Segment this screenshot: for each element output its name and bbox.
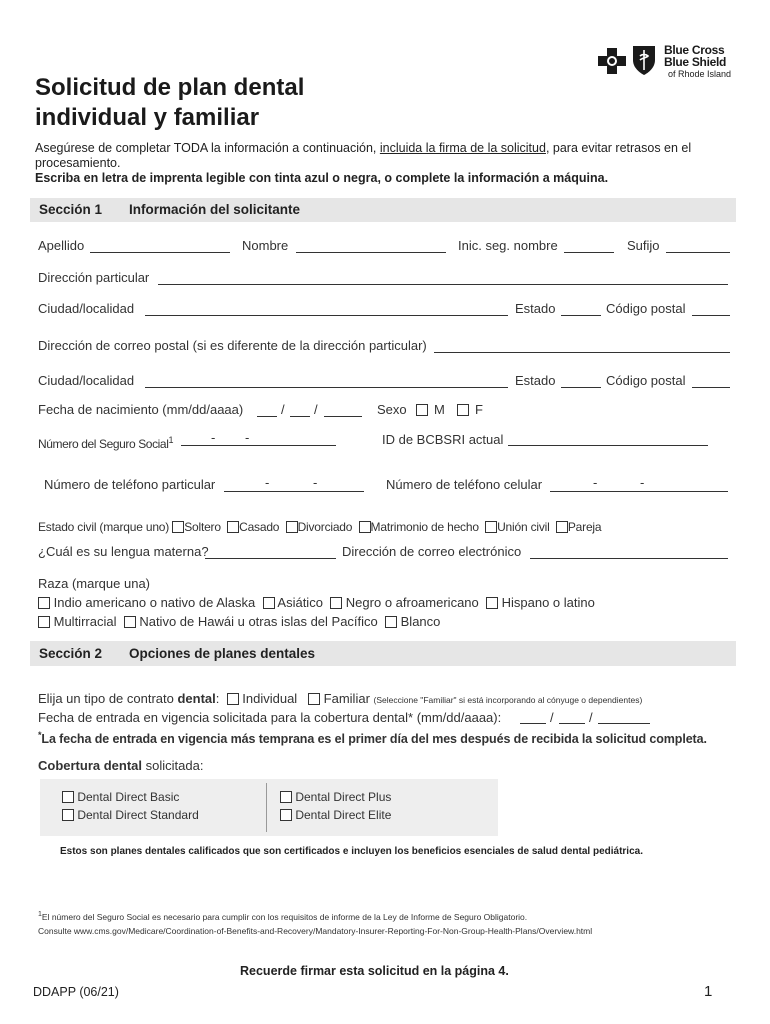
estado-label: Estado (515, 301, 556, 316)
estado2-label: Estado (515, 373, 556, 388)
tel-cel-field[interactable] (550, 491, 728, 492)
familiar-note: (Seleccione "Familiar" si está incorporando al cónyuge o dependientes) (373, 695, 643, 705)
footnote-sup: 1 (38, 911, 42, 918)
tel-cel-label: Número de teléfono celular (386, 477, 543, 492)
fecha-nac-sep1: / (281, 402, 285, 417)
ssn-sup: 1 (168, 435, 174, 445)
raza-label: Raza (marque una) (38, 576, 150, 591)
codigo2-label: Código postal (606, 373, 686, 388)
ciudad-label: Ciudad/localidad (38, 301, 135, 316)
section2-title: Opciones de planes dentales (129, 646, 316, 661)
raza-indio-label: Indio americano o nativo de Alaska (53, 595, 256, 610)
ciudad2-label: Ciudad/localidad (38, 373, 135, 388)
form-id: DDAPP (06/21) (33, 985, 119, 999)
direccion-label: Dirección particular (38, 270, 150, 285)
civil-soltero-label: Soltero (184, 520, 221, 534)
estado-field[interactable] (561, 315, 601, 316)
shield-icon (631, 44, 657, 76)
planes-note: Estos son planes dentales calificados que son certificados e incluyen los beneficios esenciales de salud dental pediátrica. (60, 846, 643, 857)
logo-line2: Blue Shield (664, 55, 727, 69)
footnote-line2: Consulte www.cms.gov/Medicare/Coordination-of-Benefits-and-Recovery/Mandatory-Insurer-Reporting-For-Non-Group-Health-Plans/Overview.html (38, 925, 593, 936)
footnote (38, 908, 592, 938)
raza-multirracial-checkbox[interactable] (38, 616, 50, 628)
ssn-dash1: - (211, 430, 216, 445)
raza-negro-checkbox[interactable] (330, 597, 342, 609)
raza-hawai-label: Nativo de Hawái u otras islas del Pacífico (139, 614, 378, 629)
bcbsri-label: ID de BCBSRI actual (382, 432, 504, 447)
raza-negro-label: Negro o afroamericano (345, 595, 479, 610)
ciudad-field[interactable] (145, 315, 508, 316)
tel-part-dash2: - (313, 475, 318, 490)
email-field[interactable] (530, 558, 728, 559)
plan-plus (280, 789, 391, 805)
plan-plus-checkbox[interactable] (280, 791, 292, 803)
familiar-label: Familiar (323, 691, 370, 706)
civil-union-label: Unión civil (497, 520, 550, 534)
intro-bold: Escriba en letra de imprenta legible con tinta azul o negra, o complete la información a máquina. (35, 171, 609, 185)
tel-cel-dash1: - (593, 475, 598, 490)
contrato-label-a: Elija un tipo de contrato (38, 691, 178, 706)
raza-multirracial-label: Multirracial (53, 614, 117, 629)
estado2-field[interactable] (561, 387, 601, 388)
codigo2-field[interactable] (692, 387, 730, 388)
section1-header (30, 198, 736, 222)
fecha-entrada-label: Fecha de entrada en vigencia solicitada para la cobertura dental* (mm/dd/aaaa): (38, 710, 502, 725)
contrato-label-b: : (215, 691, 220, 706)
plan-elite (280, 807, 391, 823)
contrato-label-bold: dental (177, 691, 216, 706)
raza-asiatico-label: Asiático (277, 595, 323, 610)
nota-row (38, 727, 707, 747)
fecha-entrada-sep1: / (550, 710, 554, 725)
lengua-label: ¿Cuál es su lengua materna? (38, 544, 209, 559)
footnote-line1-text: El número del Seguro Social es necesario para cumplir con los requisitos de informe de la Ley de Informe de Seguro Obligatorio. (41, 911, 528, 922)
apellido-label: Apellido (38, 238, 85, 253)
email-label: Dirección de correo electrónico (342, 544, 522, 559)
sexo-m-label: M (434, 402, 445, 417)
fecha-nac-sep2: / (314, 402, 318, 417)
ssn-dash2: - (245, 430, 250, 445)
raza-hispano-label: Hispano o latino (501, 595, 595, 610)
plan-basic (62, 789, 179, 805)
intro-text-b: , para evitar retrasos en el procesamiento. (35, 141, 692, 170)
raza-hawai-checkbox[interactable] (124, 616, 136, 628)
title-line2: individual y familiar (35, 104, 260, 131)
tel-cel-dash2: - (640, 475, 645, 490)
contrato-row (38, 691, 642, 708)
civil-divorciado-checkbox[interactable] (286, 521, 298, 533)
sexo-m-checkbox[interactable] (416, 404, 428, 416)
section2-num: Sección 2 (39, 646, 103, 661)
direccion-postal-label: Dirección de correo postal (si es diferente de la dirección particular) (38, 338, 427, 353)
raza-row2 (38, 614, 440, 630)
fecha-entrada-dd[interactable] (559, 723, 585, 724)
fecha-entrada-sep2: / (589, 710, 593, 725)
bcbsri-field[interactable] (508, 445, 708, 446)
civil-union-checkbox[interactable] (485, 521, 497, 533)
intro-underline: incluida la firma de la solicitud (379, 141, 546, 155)
page-number: 1 (704, 983, 713, 1000)
sufijo-field[interactable] (666, 252, 730, 253)
sexo-label: Sexo (377, 402, 407, 417)
inic-label: Inic. seg. nombre (458, 238, 558, 253)
codigo-label: Código postal (606, 301, 686, 316)
ciudad2-field[interactable] (145, 387, 508, 388)
plan-basic-label: Dental Direct Basic (77, 790, 180, 804)
raza-hispano-checkbox[interactable] (486, 597, 498, 609)
sufijo-label: Sufijo (627, 238, 660, 253)
sexo-f-label: F (475, 402, 483, 417)
page-title (35, 73, 304, 133)
direccion-postal-field[interactable] (434, 352, 730, 353)
direccion-field[interactable] (158, 284, 728, 285)
tel-part-dash1: - (265, 475, 270, 490)
civil-casado-checkbox[interactable] (227, 521, 239, 533)
plan-basic-checkbox[interactable] (62, 791, 74, 803)
plans-box (40, 779, 498, 836)
civil-matrimonio-checkbox[interactable] (359, 521, 371, 533)
civil-soltero-checkbox[interactable] (172, 521, 184, 533)
fecha-nac-label: Fecha de nacimiento (mm/dd/aaaa) (38, 402, 244, 417)
civil-matrimonio-label: Matrimonio de hecho (370, 520, 479, 534)
fecha-nac-dd[interactable] (290, 416, 310, 417)
nombre-label: Nombre (242, 238, 289, 253)
sexo-f-checkbox[interactable] (457, 404, 469, 416)
individual-label: Individual (242, 691, 298, 706)
section1-title: Información del solicitante (129, 202, 301, 217)
raza-asiatico-checkbox[interactable] (263, 597, 275, 609)
fecha-entrada-aaaa[interactable] (598, 723, 650, 724)
fecha-nac-mm[interactable] (257, 416, 277, 417)
nota-asterisco: * (38, 730, 42, 740)
cobertura-rest: solicitada: (142, 758, 204, 773)
raza-blanco-checkbox[interactable] (385, 616, 397, 628)
estado-civil-label: Estado civil (marque uno) (38, 520, 170, 534)
cross-icon (598, 48, 626, 74)
civil-divorciado-label: Divorciado (297, 520, 353, 534)
logo-line3: of Rhode Island (668, 69, 732, 79)
plan-standard-checkbox[interactable] (62, 809, 74, 821)
lengua-field[interactable] (205, 558, 336, 559)
section1-num: Sección 1 (39, 202, 103, 217)
familiar-checkbox[interactable] (308, 693, 320, 705)
plan-standard-label: Dental Direct Standard (77, 808, 199, 822)
raza-indio-checkbox[interactable] (38, 597, 50, 609)
apellido-field[interactable] (90, 252, 230, 253)
individual-checkbox[interactable] (227, 693, 239, 705)
civil-casado-label: Casado (239, 520, 280, 534)
civil-pareja-checkbox[interactable] (556, 521, 568, 533)
intro-text-a: Asegúrese de completar TODA la información a continuación, (35, 141, 380, 155)
ssn-field[interactable] (181, 445, 336, 446)
ssn-label (38, 432, 173, 452)
plans-divider (266, 783, 267, 832)
plan-elite-checkbox[interactable] (280, 809, 292, 821)
fecha-nac-aaaa[interactable] (324, 416, 362, 417)
inic-field[interactable] (564, 252, 614, 253)
tel-part-field[interactable] (224, 491, 364, 492)
logo-line1: Blue Cross (664, 43, 725, 57)
section2-header (30, 641, 736, 666)
plan-plus-label: Dental Direct Plus (295, 790, 392, 804)
firma-reminder: Recuerde firmar esta solicitud en la página 4. (240, 964, 509, 978)
bcbsri-logo (598, 42, 738, 82)
plan-standard (62, 807, 199, 823)
raza-row1 (38, 595, 595, 611)
raza-blanco-label: Blanco (400, 614, 441, 629)
intro-text (35, 141, 735, 186)
cobertura-bold: Cobertura dental (38, 758, 143, 773)
cobertura-row (38, 758, 203, 774)
ssn-label-text: Número del Seguro Social (38, 437, 169, 451)
plan-elite-label: Dental Direct Elite (295, 808, 392, 822)
fecha-entrada-mm[interactable] (520, 723, 546, 724)
nombre-field[interactable] (296, 252, 446, 253)
title-line1: Solicitud de plan dental (35, 74, 305, 101)
codigo-field[interactable] (692, 315, 730, 316)
civil-pareja-label: Pareja (567, 520, 602, 534)
estado-civil-row (38, 519, 601, 535)
nota-text: La fecha de entrada en vigencia más temprana es el primer día del mes después de recibida la solicitud completa. (41, 732, 707, 747)
footnote-line1 (38, 908, 592, 924)
tel-part-label: Número de teléfono particular (44, 477, 216, 492)
